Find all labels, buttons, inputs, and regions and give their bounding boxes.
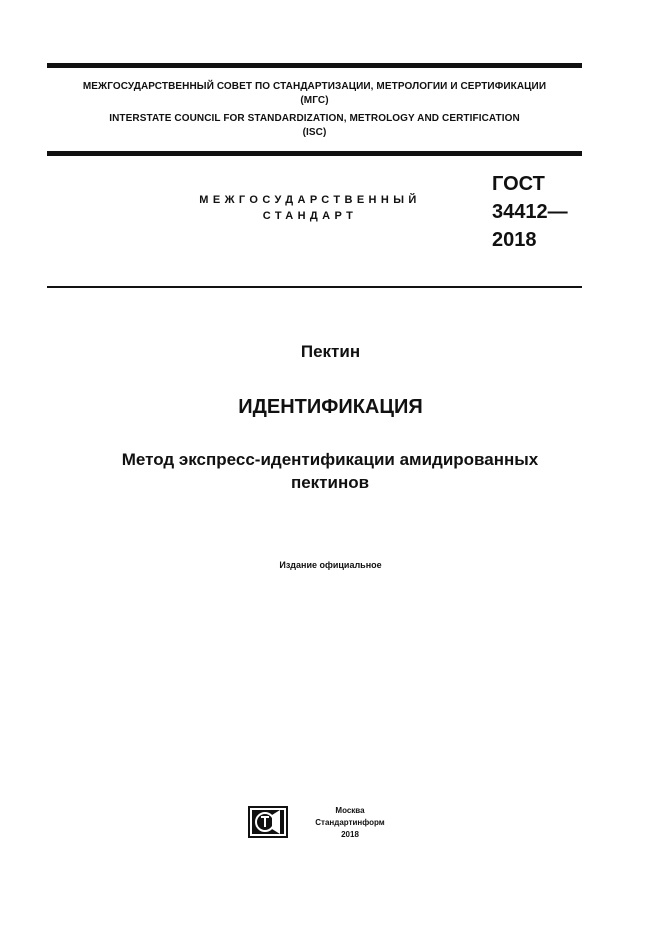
standard-number [492,170,568,254]
publisher-year: 2018 [341,830,359,839]
council-ru [47,80,582,108]
standartinform-logo-icon [248,806,288,838]
method-title-line2: пектинов [290,473,370,492]
standard-type-line2: СТАНДАРТ [262,210,358,222]
council-en [47,112,582,140]
main-title: ИДЕНТИФИКАЦИЯ [238,396,423,418]
publisher-name: Стандартинформ [315,818,385,827]
subject-title: Пектин [300,342,361,361]
standard-code-number: 34412— [492,201,568,223]
top-rule [47,63,582,68]
standard-code-prefix: ГОСТ [492,173,545,195]
standard-code-year: 2018 [492,229,537,251]
publisher-city: Москва [335,806,365,815]
council-en-name: INTERSTATE COUNCIL FOR STANDARDIZATION, METROLOGY AND CERTIFICATION [109,113,520,124]
council-ru-name: МЕЖГОСУДАРСТВЕННЫЙ СОВЕТ ПО СТАНДАРТИЗАЦИИ, МЕТРОЛОГИИ И СЕРТИФИКАЦИИ [82,81,547,92]
council-ru-abbr: (МГС) [300,95,329,106]
publisher-info [310,805,390,841]
method-title-line1: Метод экспресс-идентификации амидированных [121,450,539,469]
header-bottom-rule [47,286,582,288]
method-title [30,448,630,494]
standard-type [140,192,480,224]
standard-type-line1: МЕЖГОСУДАРСТВЕННЫЙ [199,194,421,206]
edition-label: Издание официальное [279,560,382,570]
council-rule [47,151,582,156]
council-en-abbr: (ISC) [302,127,327,138]
